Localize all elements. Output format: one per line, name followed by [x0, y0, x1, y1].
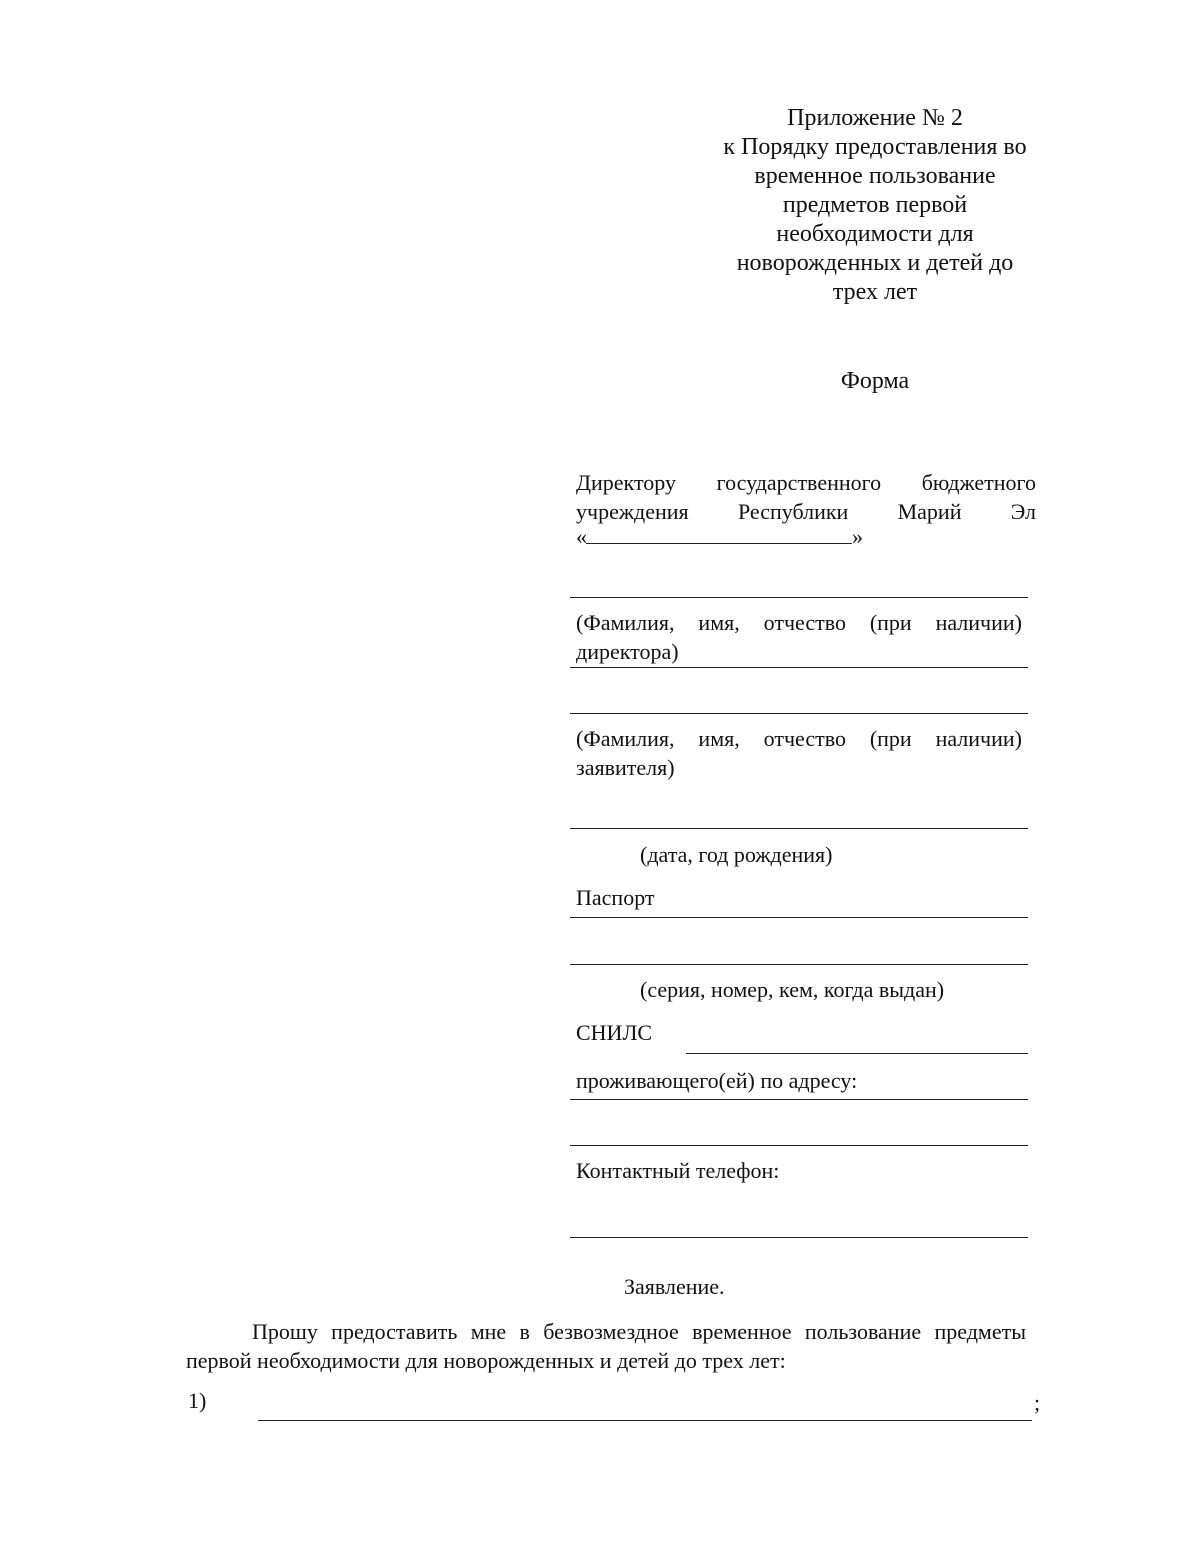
address-label: проживающего(ей) по адресу:	[576, 1068, 858, 1093]
caption-word: (при	[869, 610, 912, 635]
addressee-row	[576, 468, 1036, 497]
snils-label: СНИЛС	[576, 1020, 653, 1045]
appendix-line: трех лет	[832, 279, 918, 305]
caption-word: наличии)	[935, 726, 1022, 751]
request-paragraph	[186, 1317, 1026, 1375]
appendix-line: временное пользование	[754, 163, 996, 189]
item-number: 1)	[188, 1388, 207, 1413]
addressee-word: Республики	[737, 499, 849, 524]
address-line-2[interactable]	[570, 1145, 1028, 1146]
passport-label: Паспорт	[576, 885, 655, 910]
appendix-line: к Порядку предоставления во	[723, 134, 1027, 160]
request-word: предметы	[934, 1319, 1026, 1344]
addressee-word: государственного	[716, 470, 882, 495]
director-name-line[interactable]	[570, 597, 1028, 598]
director-caption-row	[576, 608, 1022, 637]
request-word: Прошу	[252, 1319, 318, 1344]
appendix-line: Приложение № 2	[787, 105, 963, 131]
caption-word: наличии)	[935, 610, 1022, 635]
caption-word: (Фамилия,	[576, 726, 675, 751]
phone-line[interactable]	[570, 1237, 1028, 1238]
snils-line[interactable]	[686, 1053, 1028, 1054]
caption-word: имя,	[698, 726, 740, 751]
director-caption-underline	[570, 667, 1028, 668]
item-1-line[interactable]	[258, 1420, 1032, 1421]
address-line-1[interactable]	[570, 1099, 1028, 1100]
birth-date-caption: (дата, год рождения)	[640, 842, 833, 867]
addressee-word: учреждения	[576, 499, 689, 524]
applicant-name-line[interactable]	[570, 713, 1028, 714]
director-caption-row2: директора)	[576, 639, 679, 664]
caption-word: отчество	[763, 610, 846, 635]
phone-label: Контактный телефон:	[576, 1158, 780, 1183]
request-word: пользование	[804, 1319, 922, 1344]
addressee-block	[576, 468, 1036, 526]
caption-word: имя,	[698, 610, 740, 635]
applicant-caption	[576, 724, 1022, 782]
institution-name-line[interactable]	[586, 543, 852, 544]
caption-word: (при	[869, 726, 912, 751]
statement-title: Заявление.	[624, 1274, 725, 1299]
request-word: мне	[470, 1319, 507, 1344]
passport-caption: (серия, номер, кем, когда выдан)	[640, 977, 945, 1002]
request-row	[186, 1317, 1026, 1346]
birth-date-line[interactable]	[570, 828, 1028, 829]
request-word: в	[519, 1319, 530, 1344]
addressee-word: Эл	[1010, 499, 1036, 524]
request-word: предоставить	[331, 1319, 458, 1344]
appendix-line: предметов первой	[782, 192, 968, 218]
appendix-line: необходимости для	[776, 221, 974, 247]
passport-line-1[interactable]	[570, 917, 1028, 918]
form-label: Форма	[840, 368, 910, 394]
addressee-word: Директору	[576, 470, 676, 495]
caption-word: (Фамилия,	[576, 610, 675, 635]
addressee-row	[576, 497, 1036, 526]
addressee-word: Марий	[897, 499, 962, 524]
appendix-line: новорожденных и детей до	[736, 250, 1014, 276]
request-word: временное	[692, 1319, 792, 1344]
applicant-caption-row2: заявителя)	[576, 755, 675, 780]
request-word: безвозмездное	[543, 1319, 679, 1344]
addressee-word: бюджетного	[921, 470, 1036, 495]
quote-close: »	[852, 524, 863, 549]
item-end-semicolon: ;	[1034, 1390, 1041, 1415]
quote-open: «	[576, 524, 587, 549]
caption-word: отчество	[763, 726, 846, 751]
passport-line-2[interactable]	[570, 964, 1028, 965]
applicant-caption-row	[576, 724, 1022, 753]
appendix-header	[700, 104, 1050, 307]
director-caption	[576, 608, 1022, 666]
request-row2: первой необходимости для новорожденных и детей до трех лет:	[186, 1348, 786, 1373]
